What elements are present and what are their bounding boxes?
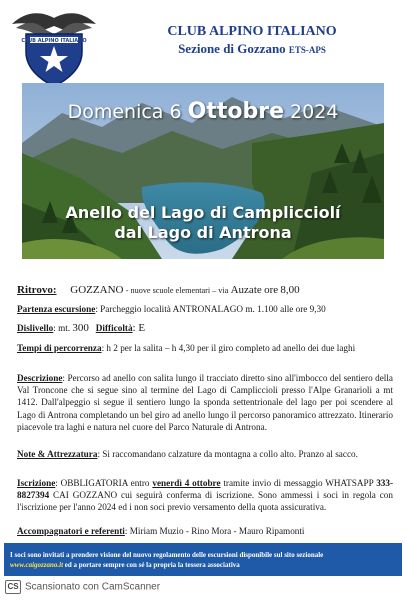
footer-line1: I soci sono invitati a prendere visione del nuovo regolamento delle escursioni disponibile sul sito sezionale bbox=[10, 551, 324, 559]
iscrizione-text-a: : OBBLIGATORIA entro bbox=[55, 478, 150, 488]
difficulty-value: : E bbox=[132, 322, 146, 334]
accompagnatori-row bbox=[17, 525, 393, 537]
footer-site-link[interactable]: www.caigozzano.it bbox=[10, 560, 64, 569]
iscrizione-text-b: tramite invio di messaggio WHATSAPP bbox=[223, 478, 374, 488]
ritrovo-place: GOZZANO bbox=[70, 284, 124, 296]
cai-logo bbox=[10, 8, 98, 88]
iscrizione-row bbox=[17, 477, 393, 514]
dislivello-value: 300 bbox=[72, 322, 89, 334]
camscanner-watermark bbox=[5, 580, 160, 594]
difficulty-label: Difficoltà bbox=[95, 323, 133, 333]
org-name: CLUB ALPINO ITALIANO bbox=[167, 24, 337, 39]
accompagnatori-text: : Miriam Muzio - Rino Mora - Mauro Ripamonti bbox=[124, 526, 305, 536]
event-title-line2: dal Lago di Antrona bbox=[114, 223, 292, 242]
event-title-line1: Anello del Lago di Camplicciolí bbox=[65, 203, 341, 222]
descrizione-row bbox=[17, 372, 393, 433]
ritrovo-time-prefix: ore bbox=[264, 284, 279, 296]
section-name bbox=[112, 41, 392, 57]
footer-banner bbox=[4, 543, 402, 576]
ritrovo-street: Auzate bbox=[230, 284, 262, 296]
section-suffix: ETS-APS bbox=[288, 45, 326, 55]
iscrizione-deadline: venerdì 4 ottobre bbox=[152, 478, 221, 488]
date-day: Domenica 6 bbox=[67, 101, 182, 123]
tempi-label: Tempi di percorrenza bbox=[17, 343, 102, 353]
tempi-row bbox=[17, 342, 393, 354]
camscanner-text: Scansionato con CamScanner bbox=[25, 581, 161, 593]
ritrovo-row bbox=[17, 284, 393, 297]
ritrovo-time: 8,00 bbox=[280, 284, 300, 296]
partenza-text: : Parcheggio località ANTRONALAGO m. 1.100 alle ore 9,30 bbox=[95, 304, 326, 314]
date-year: 2024 bbox=[290, 101, 339, 123]
dislivello-label: Dislivello bbox=[17, 323, 54, 333]
attrezzatura-text: : Si raccomandano calzature da montagna a collo alto. Pranzo al sacco. bbox=[97, 449, 358, 459]
partenza-label: Partenza escursione bbox=[17, 304, 96, 314]
ritrovo-label: Ritrovo: bbox=[17, 284, 57, 296]
ritrovo-detail: - nuove scuole elementari – via bbox=[125, 286, 229, 295]
hero-photo bbox=[22, 83, 384, 259]
date-month: Ottobre bbox=[187, 99, 284, 124]
accompagnatori-label: Accompagnatori e referenti bbox=[17, 526, 125, 536]
descrizione-text: : Percorso ad anello con salita lungo il tracciato diretto sino all'imbocco del sentiero della Val Troncone che si segue sino al termine del Lago di Campliccioli presso l'Alpe Granarioli a mt 1412. Dall'alpeggio si segue il sentiero lungo la sponda settentrionale del lago per poi scendere al Lago di Antrona completando un bel giro ad anello lungo il percorso panoramico attrezzato. Itinerario piacevole tra laghi e natura nel cuore del Parco Naturale di Antrona. bbox=[17, 373, 393, 432]
attrezzatura-row bbox=[17, 448, 393, 460]
dislivello-row bbox=[17, 322, 393, 334]
iscrizione-phone: 333-8827394 bbox=[17, 478, 394, 501]
event-date bbox=[22, 99, 384, 124]
tempi-text: : h 2 per la salita – h 4,30 per il giro completo ad anello dei due laghi bbox=[101, 343, 356, 353]
partenza-row bbox=[17, 303, 393, 315]
footer-line2: ed a portare sempre con sé la propria la tessera associativa bbox=[64, 560, 240, 569]
descrizione-label: Descrizione bbox=[17, 373, 63, 383]
dislivello-prefix: : mt. bbox=[53, 323, 71, 333]
iscrizione-label: Iscrizione bbox=[17, 478, 56, 488]
attrezzatura-label: Note & Attrezzatura bbox=[17, 449, 98, 459]
section-title: Sezione di Gozzano bbox=[178, 41, 286, 56]
camscanner-icon: CS bbox=[5, 580, 21, 594]
logo-text: CLUB ALPINO ITALIANO bbox=[21, 38, 87, 44]
iscrizione-text-c: CAI GOZZANO cui seguirà conferma di iscrizione. Sono ammessi i soci in regola con l'iscrizione per l'anno 2024 ed i non soci previo versamento della quota assicurativa. bbox=[17, 490, 393, 513]
